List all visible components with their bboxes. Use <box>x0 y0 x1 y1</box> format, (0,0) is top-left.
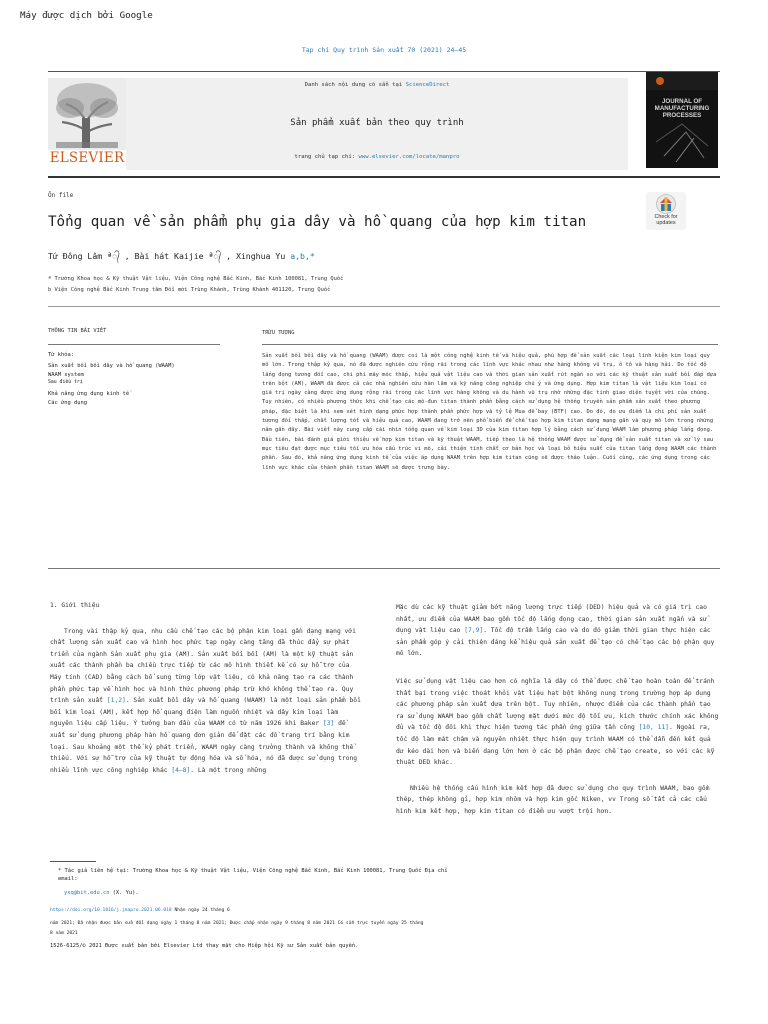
right-paragraph-1 <box>396 602 720 660</box>
article-title: Tổng quan về sản phẩm phụ gia dây và hồ quang của hợp kim titan <box>48 214 587 230</box>
keyword-item: Sau điều trị <box>48 380 83 386</box>
affiliation-b: b Viện Công nghệ Bắc Kinh Trung tâm Đổi mới Trùng Khánh, Trùng Khánh 401120, Trung Quốc <box>48 287 331 293</box>
journal-cover-image[interactable] <box>646 72 718 168</box>
email-line <box>50 889 470 897</box>
footnote-rule <box>50 861 96 862</box>
citation-link[interactable]: [4–8] <box>171 766 191 774</box>
author-names: Tứ Đông Lâm ª᭄ , Bài hát Kaijie ª᭄ , Xinghua Yu <box>48 251 291 261</box>
keyword-item: Các ứng dụng <box>48 399 87 406</box>
corresponding-label: * Tác giả liên hệ tại: Trường Khoa học & Kỹ thuật Vật liệu, Viện Công nghệ Bắc Kinh, Bắc Kinh 100081, Trung Quốc Địa chỉ email: <box>58 868 448 883</box>
sciencedirect-link[interactable]: ScienceDirect <box>405 82 450 88</box>
journal-title: Sản phẩm xuất bản theo quy trình <box>290 118 464 128</box>
footnotes <box>50 867 470 951</box>
doi-line <box>50 907 470 915</box>
right-text-a: Mặc dù các kỹ thuật giảm bớt năng lượng trực tiếp (DED) hiệu quả và có giá trị cao nhất, ưu điểm của WAAM bao gồm tốc độ lắng đọng cao, thời gian sản xuất ngắn và sử dụng vật liệu cao <box>396 604 707 635</box>
body-right-column <box>396 602 720 818</box>
homepage-link[interactable]: www.elsevier.com/locate/manpro <box>358 154 460 160</box>
contents-availability <box>126 82 628 88</box>
keywords-block <box>48 351 238 407</box>
article-info-heading: THÔNG TIN BÀI VIẾT <box>48 328 107 334</box>
crossmark-label: Check for updates <box>654 214 678 226</box>
dates-line-2: 8 năm 2021 <box>50 931 78 937</box>
journal-homepage <box>126 154 628 160</box>
keywords-label: Từ khóa: <box>48 352 74 358</box>
check-for-updates-badge[interactable] <box>646 192 686 230</box>
right-paragraph-3: Nhiều hệ thống cấu hình kim kết hợp đã được sử dụng cho quy trình WAAM, bao gồm thép, thép không gỉ, hợp kim nhôm và hợp kim gốc Niken, vv Trong số tất cả các cấu hình kim kết hợp, hợp kim titan có điểm ưu vượt trội hơn. <box>396 784 710 815</box>
citation-link[interactable]: [7,9] <box>464 627 484 635</box>
citation-link[interactable]: [1,2] <box>106 697 126 705</box>
keyword-item: Khả năng ứng dụng kinh tế <box>48 391 130 398</box>
doi-link[interactable]: https://doi.org/10.1016/j.jmapro.2021.06.018 <box>50 908 172 914</box>
body-left-column <box>50 600 362 776</box>
section-heading: 1. Giới thiệu <box>50 602 100 609</box>
intro-text-d: . Là một trong những <box>190 766 267 774</box>
journal-reference-link[interactable]: Tạp chí Quy trình Sản xuất 70 (2021) 24–45 <box>301 46 467 54</box>
right-text-c: Việc sử dụng vật liệu cao hơn có nghĩa là dây có thể được chế tạo hoàn toàn để tránh thất bại trong việc thoát khỏi vật liệu hạt bột không nung trong trường hợp áp dụng các phương pháp sản xuất dựa trên bột. Tuy nhiên, nhược điểm của các thành phần tạo ra sử dụng WAAM bao gồm chất lượng mặt dưới mức độ tối ưu, kích thước chính xác không đủ và tốc độ đôi khi thực hiện tương tác phần ứng giữa tần công <box>396 677 719 732</box>
abstract-heading: TRỪU TƯỢNG <box>262 330 295 336</box>
intro-paragraph-1 <box>50 626 362 777</box>
author-affiliation-link[interactable]: a,b,* <box>290 251 315 261</box>
article-info-rule <box>48 344 220 345</box>
intro-text-c: đề xuất sử dụng phương pháp hàn hồ quang đơn giản để đặt các đồ trang trí bằng kim loại. Sau khoảng một thế kỷ phát triển, WAAM ngày càng trưởng thành và không thể thiếu. Với sự hỗ trợ của kỹ thuật tự động hóa và số hóa, nó đã được sử dụng trong nhiều lĩnh vực công nghiệp khác <box>50 720 358 774</box>
contents-prefix: Danh sách nội dung có sẵn tại <box>304 82 406 88</box>
header-bottom-rule <box>48 176 720 178</box>
email-link[interactable]: yxq@bit.edu.cn <box>64 889 110 896</box>
keyword-item: Sản xuất bồi bồi dây và hồ quang (WAAM) <box>48 363 175 370</box>
elsevier-tree-icon <box>48 78 126 150</box>
header-top-rule <box>48 71 720 72</box>
cover-art-icon <box>646 72 718 168</box>
abstract-bottom-rule <box>48 568 720 569</box>
affiliation-rule <box>48 306 720 307</box>
cover-title: JOURNAL OF MANUFACTURING PROCESSES <box>654 98 710 119</box>
received-text: Nhận ngày 24 tháng 6 <box>171 908 230 914</box>
copyright-line: 1526-6125/© 2021 Được xuất bản bởi Elsevier Ltd thay mặt cho Hiệp hội Kỹ sư Sản xuất bản quyền. <box>50 943 359 950</box>
homepage-prefix: trang chủ tạp chí: <box>294 154 359 160</box>
right-paragraph-2 <box>396 676 720 769</box>
intro-text-b: . Sản xuất bồi dây và hồ quang (WAAM) là một loại sản phẩm bồi bồi kim loại (AM), kết hợp hồ quang điện làm nguồn nhiệt và dây kim loại làm nguyên liệu cấp liệu. Ý tưởng ban đầu của WAAM có từ năm 1926 khi Baker <box>50 697 361 728</box>
crossmark-icon <box>646 193 686 215</box>
citation-link[interactable]: [3] <box>322 720 335 728</box>
abstract-rule <box>262 344 718 345</box>
affiliation-a: ª Trường Khoa học & Kỹ thuật Vật liệu, Viện Công nghệ Bắc Kinh, Bắc Kinh 100081, Trung Quốc <box>48 276 344 282</box>
abstract-text: Sản xuất bồi bồi dây và hồ quang (WAAM) được coi là một công nghệ kinh tế và hiệu quả, phù hợp để sản xuất các loại linh kiện kim loại quy mô lớn. Trong thập kỷ qua, nó đã được nghiên cứu rộng rãi trong các lĩnh vực khác nhau như hàng không vũ trụ, ô tô và hàng hải. Do tốc độ lắng đọng tương đối cao, chi phí máy móc thấp, hiệu quả vật liệu cao và thời gian sản xuất rút ngắn so với các kỹ thuật sản xuất bồi đắp dựa trên bột (AM), WAAM đã được cả các nhà nghiên cứu hàn lâm và kỹ năng công nghiệp chú ý và ứng dụng. Hợp kim titan là vật liệu kim loại có giá trị ngày càng được ứng dụng rộng rãi trong các lĩnh vực hàng không và du hành vũ trụ nhờ những đặc tính giao diện tuyệt vời của chúng. Tuy nhiên, có nhiều phương thức khi chế tạo các mô-đun titan thành phần bằng cách sử dụng hệ thống truyền sản phẩm sản xuất theo phương pháp, đặc biệt là khi xem xét hình dạng phức hợp thành phần phức hợp và tỷ lệ Mua để bay (BTF) cao. Do đó, do ưu điểm là chi phí sản xuất tương đối thấp, chất lượng tốt và hiệu quả cao, WAAM đang trở nên phổ biến để chế tạo hợp kim titan dạng mạng gần và quy mô lớn trong những năm gần đây. Bài viết này cung cấp cái nhìn tổng quan về kim loại 3D của kim titan hợp lý bằng cách sử dụng WAAM làm phương pháp lắng đọng. Đầu tiên, bài đánh giá giới thiệu về hợp kim titan và kỹ thuật WAAM, tiếp theo là hệ thống WAAM được sử dụng để sản xuất titan và xử lý sau mục tiêu đạt được mục tiêu tối ưu hóa cấu trúc vi mô, cải thiện tính chất cơ bản học và loại bỏ hiệu suất của titan lắng đọng WAAM các thành phần. Sau đó, khả năng ứng dụng kinh tế của việc áp dụng WAAM trên hợp kim titan cũng sẽ được thảo luận. Cuối cùng, các ứng dụng trong các lĩnh vực khác của thành phần titan WAAM sẽ được trưng bày. <box>262 353 717 471</box>
right-text-d: . Ngoài ra, tốc độ làm mát chậm và nguyên nhiệt thực hiện quy trình WAAM có thể dẫn đến kết quả dư kéo dài hơn và biến dạng lớn hơn ở các bộ phận được chế tạo create, so với các kỹ thuật DED khác. <box>396 724 715 767</box>
email-suffix: (X. Yu). <box>109 889 139 896</box>
dates-line: năm 2021; Đã nhận được bản sửa đổi dạng ngày 1 tháng 8 năm 2021; Được chấp nhận ngày 9 tháng 8 năm 2021 Có sẵn trực tuyến ngày 25 tháng <box>50 920 424 926</box>
article-type: Ôn file <box>48 192 74 199</box>
intro-text-a: Trong vài thập kỷ qua, nhu cầu chế tạo các bộ phận kim loại gần dạng mạng với chất lượng sản xuất cao và hình học phức tạp ngày càng tăng đã thúc đẩy sự phát triển của ngành Sản xuất phụ gia (AM). Sản xuất bồi bồi (AM) là một kỹ thuật sản xuất các thành phần ba chiều trực tiếp từ các mô hình thiết kế có sự hỗ trợ của Máy tính (CAD) bằng cách bổ sung từng lớp vật liệu, có khả năng tạo ra các thành phần phức tạp về hình học và hình thức phương pháp trừ khó không thể tạo ra. Quy trình sản xuất <box>50 627 356 705</box>
elsevier-wordmark: ELSEVIER <box>49 150 125 166</box>
corresponding-author-note <box>50 867 470 884</box>
author-list <box>48 250 315 265</box>
keyword-item: WAAM system <box>48 371 84 378</box>
translated-banner: Máy được dịch bởi Google <box>20 10 153 21</box>
citation-link[interactable]: [10, 11] <box>638 724 669 732</box>
right-text-b: . Tốc độ trầm lắng cao và do đó giảm thời gian thực hiện các sản phẩm góp ý cải thiện đáng kể hiệu quả sản xuất để tạo có chế tạo các bộ phận quy mô lớn. <box>396 627 715 658</box>
